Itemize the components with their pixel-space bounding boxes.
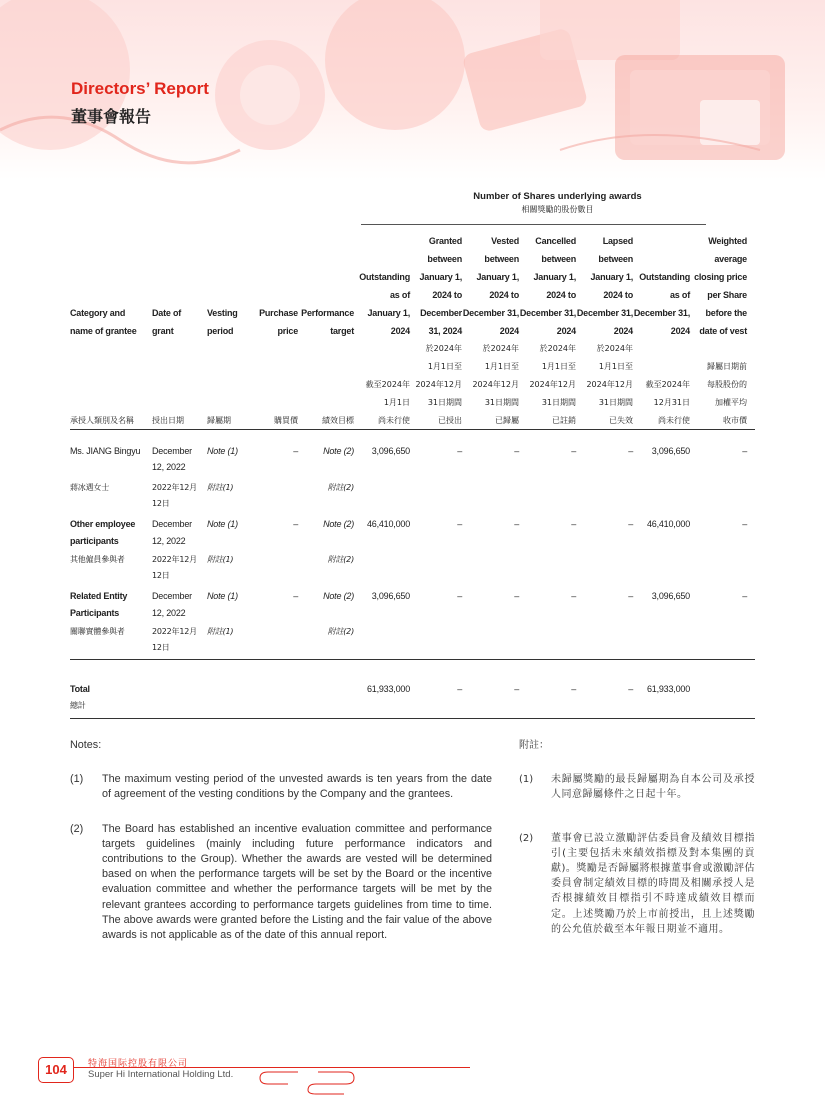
col-header-outstanding-start: Outstanding as of January 1, 2024 [359,272,410,336]
col-header-lapsed-zh: 於2024年 1月1日至 2024年12月 31日期間 已失效 [586,344,633,425]
col-header-vesting-zh: 歸屬期 [207,416,231,425]
company-name-en: Super Hi International Holding Ltd. [88,1069,234,1080]
note-item-zh: (2) 董事會已設立激勵評估委員會及績效目標指引(主要包括未來績效指標及對本集團的貢獻)。獎勵是否歸屬將根據董事會或激勵評估委員會制定績效目標的時間及相關承授人是否根據績效目標指引不時達成績效目標而定。上述獎勵乃於上市前授出，且上述獎勵的公允值於截至本年報日期並不適用。 [519,832,755,935]
header-rule [70,429,755,430]
col-header-performance-zh: 績效目標 [322,416,354,425]
col-header-outstanding-end-zh: 截至2024年 12月31日 尚未行使 [645,380,690,425]
col-header-performance: Performance target [301,308,354,336]
subtotal-rule [70,659,755,660]
col-header-granted-zh: 於2024年 1月1日至 2024年12月 31日期間 已授出 [415,344,462,425]
page-number: 104 [38,1057,74,1083]
col-header-vested-zh: 於2024年 1月1日至 2024年12月 31日期間 已歸屬 [472,344,519,425]
page-title-en: Directors’ Report [71,79,209,98]
col-header-category: Category and name of grantee [70,308,137,336]
col-header-outstanding-end: Outstanding as of December 31, 2024 [633,272,690,336]
col-header-vested: Vested between January 1, 2024 to December 31, 2024 [462,236,519,336]
page-title-zh: 董事會報告 [71,107,152,126]
col-header-category-zh: 承授人類別及名稱 [70,416,134,425]
col-header-date-zh: 授出日期 [152,416,184,425]
col-header-vesting: Vesting period [207,308,238,336]
col-header-outstanding-start-zh: 截至2024年 1月1日 尚未行使 [365,380,410,425]
notes-en [70,738,492,962]
col-header-wavg: Weighted average closing price per Share before the date of vest [694,236,747,336]
col-header-cancelled-zh: 於2024年 1月1日至 2024年12月 31日期間 已註銷 [529,344,576,425]
notes-zh [519,738,755,956]
col-header-cancelled: Cancelled between January 1, 2024 to December 31, 2024 [519,236,576,336]
note-item-zh: (1) 未歸屬獎勵的最長歸屬期為自本公司及承授人同意歸屬條件之日起十年。 [519,774,755,801]
total-rule [70,718,755,719]
note-item: (2) The Board has established an incentive evaluation committee and performance targets guidelines (mainly including future performance indicators and contributions to the Group). Whether the awards are vested will be determined based on when the performance targets will be set by the Board or the incentive evaluation committee and whether the performance targets will be met by the relevant grantees according to performance targets guidelines from time to time. The above awards were granted before the Listing and the fair value of the above awards is not applicable as of the date of this annual report. [70,822,492,942]
company-name-zh: 特海国际控股有限公司 [88,1059,189,1069]
group-header-rule [361,224,706,225]
col-header-lapsed: Lapsed between January 1, 2024 to December 31, 2024 [576,236,633,336]
note-item: (1) The maximum vesting period of the unvested awards is ten years from the date of agreement of the vesting conditions by the Company and the grantees. [70,773,492,801]
col-header-date: Date of grant [152,308,182,336]
col-header-wavg-zh: 歸屬日期前 每股股份的 加權平均 收市價 [707,362,747,425]
group-header: Number of Shares underlying awards 相關獎勵的股份數目 [473,191,642,214]
col-header-granted: Granted between January 1, 2024 to December 31, 2024 [419,236,462,336]
notes-heading: Notes: [70,739,102,751]
footer-wave-icon [258,1066,358,1096]
col-header-purchase-zh: 購買價 [274,416,298,425]
notes-heading-zh: 附註： [519,740,549,751]
col-header-purchase: Purchase price [259,308,298,336]
